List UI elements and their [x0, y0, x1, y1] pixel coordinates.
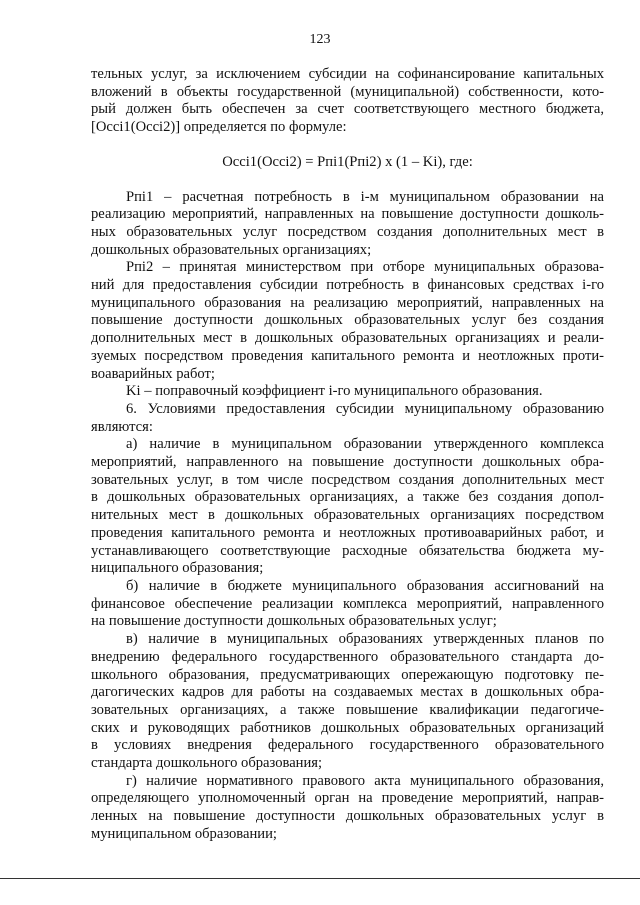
text-line: Ki – поправочный коэффициент i-го муниципального образования. — [126, 383, 543, 400]
definition-ki — [91, 383, 604, 401]
text-line: ленных на повышение доступности дошкольных образовательных услуг в — [91, 808, 604, 825]
text-line: воаварийных работ; — [91, 365, 215, 382]
text-line: дополнительных мест в дошкольных образовательных организациях и реали- — [91, 330, 604, 347]
text-line: устанавливающего соответствующие расходные обязательства бюджета му- — [91, 542, 604, 559]
clause-6-heading — [91, 401, 604, 436]
text-line: проведения капитального ремонта и неотложных противоаварийных работ, и — [91, 524, 604, 541]
text-line: внедрению федерального государственного образовательного стандарта до- — [91, 648, 604, 665]
text-line: повышение доступности дошкольных образовательных услуг без создания — [91, 312, 604, 329]
text-line: стандарта дошкольного образования; — [91, 755, 323, 772]
text-line: б) наличие в бюджете муниципального образования ассигнований на — [126, 577, 604, 594]
text-line: в) наличие в муниципальных образованиях утвержденных планов по — [126, 631, 604, 648]
text-line: ных образовательных услуг посредством создания дополнительных мест в — [91, 223, 604, 240]
definition-pp1 — [91, 189, 604, 260]
intro-paragraph — [91, 66, 604, 137]
page-bottom-divider — [0, 878, 640, 879]
text-line: реализацию мероприятий, направленных на повышение доступности дошколь- — [91, 206, 604, 223]
text-line: мероприятий, направленного на повышение доступности дошкольных обра- — [91, 454, 604, 471]
text-line: а) наличие в муниципальном образовании утвержденного комплекса — [126, 436, 604, 453]
text-line: являются: — [91, 418, 153, 435]
document-body — [91, 66, 604, 844]
text-line: зовательных организациях, а также повышение квалификации педагогиче- — [91, 701, 604, 718]
text-line: ниципального образования; — [91, 560, 264, 577]
clause-6v — [91, 631, 604, 773]
text-line: зуемых посредством проведения капитального ремонта и неотложных проти- — [91, 347, 604, 364]
definition-pp2 — [91, 259, 604, 383]
text-line: ских и руководящих работников дошкольных образовательных организаций — [91, 719, 604, 736]
text-line: г) наличие нормативного правового акта муниципального образования, — [126, 772, 604, 789]
text-line: ний для предоставления субсидии потребность в финансовых средствах i-го — [91, 277, 604, 294]
text-line: дагогических кадров для работы на создаваемых местах в дошкольных обра- — [91, 684, 604, 701]
formula: Occi1(Occi2) = Pпi1(Pпi2) x (1 – Ki), где: — [222, 153, 473, 170]
text-line: рый должен быть обеспечен за счет соответствующего местного бюджета, — [91, 101, 604, 118]
text-line: [Occi1(Occi2)] определяется по формуле: — [91, 119, 347, 136]
page-number: 123 — [309, 32, 331, 47]
text-line: зовательных услуг, в том числе посредством создания дополнительных мест — [91, 471, 604, 488]
text-line: Pпi1 – расчетная потребность в i-м муниципальном образовании на — [126, 188, 604, 205]
text-line: муниципального образования на реализацию мероприятий, направленных на — [91, 294, 604, 311]
text-line: определяющего уполномоченный орган на проведение мероприятий, направ- — [91, 790, 604, 807]
clause-6g — [91, 773, 604, 844]
text-line: школьного образования, предусматривающих опережающую подготовку пе- — [91, 666, 604, 683]
text-line: муниципальном образовании; — [91, 825, 277, 842]
text-line: нительных мест в дошкольных образовательных организациях посредством — [91, 507, 604, 524]
text-line: в дошкольных образовательных организациях, а также без создания допол- — [91, 489, 604, 506]
text-line: 6. Условиями предоставления субсидии муниципальному образованию — [126, 400, 604, 417]
text-line: Pпi2 – принятая министерством при отборе муниципальных образова- — [126, 259, 604, 276]
text-line: в условиях внедрения федерального государственного образовательного — [91, 737, 604, 754]
text-line: тельных услуг, за исключением субсидии на софинансирование капитальных — [91, 66, 604, 82]
clause-6a — [91, 436, 604, 578]
text-line: дошкольных образовательных организациях; — [91, 241, 372, 258]
text-line: вложений в объекты государственной (муниципальной) собственности, кото- — [91, 83, 604, 100]
text-line: финансовое обеспечение реализации комплекса мероприятий, направленного — [91, 595, 604, 612]
text-line: на повышение доступности дошкольных образовательных услуг; — [91, 613, 497, 630]
clause-6b — [91, 578, 604, 631]
